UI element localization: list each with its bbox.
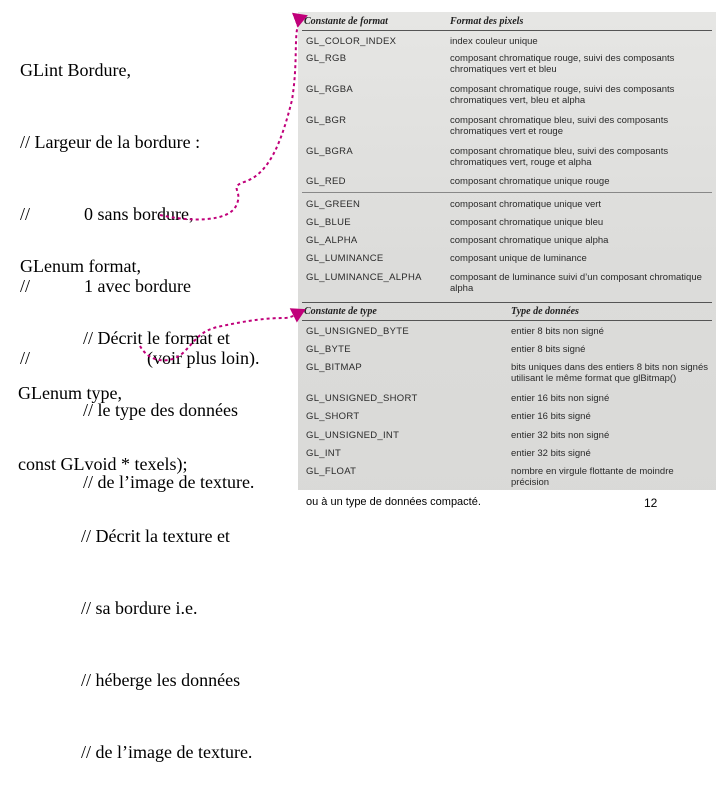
type-description: entier 32 bits signé xyxy=(511,448,591,459)
code-line: // Décrit le format et xyxy=(20,328,230,348)
format-description: composant de luminance suivi d’un composant chromatique alpha xyxy=(450,272,702,294)
format-description: composant chromatique bleu, suivi des composants chromatiques vert, rouge et alpha xyxy=(450,146,669,168)
arrow-format-to-format-table xyxy=(160,16,306,219)
format-constant: GL_RGBA xyxy=(306,84,353,95)
code-line: // le type des données xyxy=(20,400,238,420)
type-constant: GL_UNSIGNED_SHORT xyxy=(306,393,418,404)
type-table-header-type: Type de données xyxy=(511,306,579,317)
type-constant: GL_UNSIGNED_INT xyxy=(306,430,400,441)
type-description: nombre en virgule flottante de moindre précision xyxy=(511,466,674,488)
arrow-type-to-type-table xyxy=(140,310,304,360)
format-description: composant chromatique rouge, suivi des composants chromatiques vert et bleu xyxy=(450,53,675,75)
format-description: composant chromatique bleu, suivi des composants chromatiques vert et rouge xyxy=(450,115,669,137)
format-description: index couleur unique xyxy=(450,36,538,47)
format-constant: GL_BGRA xyxy=(306,146,353,157)
code-line: // de l’image de texture. xyxy=(20,472,255,492)
code-line: // Décrit la texture et xyxy=(18,526,230,546)
format-constant: GL_GREEN xyxy=(306,199,361,210)
format-constant: GL_LUMINANCE xyxy=(306,253,384,264)
code-line: // 1 avec bordure xyxy=(20,276,191,296)
code-line: // sa bordure i.e. xyxy=(18,598,198,618)
format-table-header-constant: Constante de format xyxy=(304,16,388,27)
format-constant: GL_BLUE xyxy=(306,217,351,228)
format-constant: GL_RED xyxy=(306,176,346,187)
code-line: // Largeur de la bordure : xyxy=(20,132,201,152)
type-description: bits uniques dans des entiers 8 bits non signés utilisant le même format que glBitmap() xyxy=(511,362,708,384)
type-description: entier 16 bits signé xyxy=(511,411,591,422)
page-number: 12 xyxy=(644,496,658,510)
type-constant: GL_FLOAT xyxy=(306,466,357,477)
type-constant: GL_BYTE xyxy=(306,344,351,355)
code-line: // 0 sans bordure, xyxy=(20,204,194,224)
code-line: GLint Bordure, xyxy=(20,60,131,80)
code-line: GLenum type, xyxy=(18,383,122,403)
code-line: // de l’image de texture. xyxy=(18,742,253,762)
code-line: const GLvoid * texels); xyxy=(18,454,188,474)
type-description: entier 8 bits non signé xyxy=(511,326,604,337)
format-description: composant unique de luminance xyxy=(450,253,587,264)
format-description: composant chromatique unique bleu xyxy=(450,217,604,228)
format-table-header-format: Format des pixels xyxy=(450,16,524,27)
type-description: entier 8 bits signé xyxy=(511,344,586,355)
caption-text: ou à un type de données compacté. xyxy=(306,496,481,508)
code-line: // (voir plus loin). xyxy=(20,348,260,368)
format-constant: GL_ALPHA xyxy=(306,235,358,246)
format-constant: GL_BGR xyxy=(306,115,347,126)
format-description: composant chromatique rouge, suivi des composants chromatiques vert, bleu et alpha xyxy=(450,84,675,106)
type-description: entier 16 bits non signé xyxy=(511,393,610,404)
type-constant: GL_UNSIGNED_BYTE xyxy=(306,326,409,337)
format-description: composant chromatique unique alpha xyxy=(450,235,609,246)
code-line: // héberge les données xyxy=(18,670,241,690)
format-description: composant chromatique unique rouge xyxy=(450,176,610,187)
format-constant: GL_RGB xyxy=(306,53,347,64)
type-constant: GL_INT xyxy=(306,448,342,459)
format-constant: GL_COLOR_INDEX xyxy=(306,36,397,47)
format-constant: GL_LUMINANCE_ALPHA xyxy=(306,272,422,283)
code-line: GLenum format, xyxy=(20,256,141,276)
type-constant: GL_BITMAP xyxy=(306,362,363,373)
format-description: composant chromatique unique vert xyxy=(450,199,602,210)
type-description: entier 32 bits non signé xyxy=(511,430,610,441)
type-constant: GL_SHORT xyxy=(306,411,360,422)
type-table-header-constant: Constante de type xyxy=(304,306,377,317)
